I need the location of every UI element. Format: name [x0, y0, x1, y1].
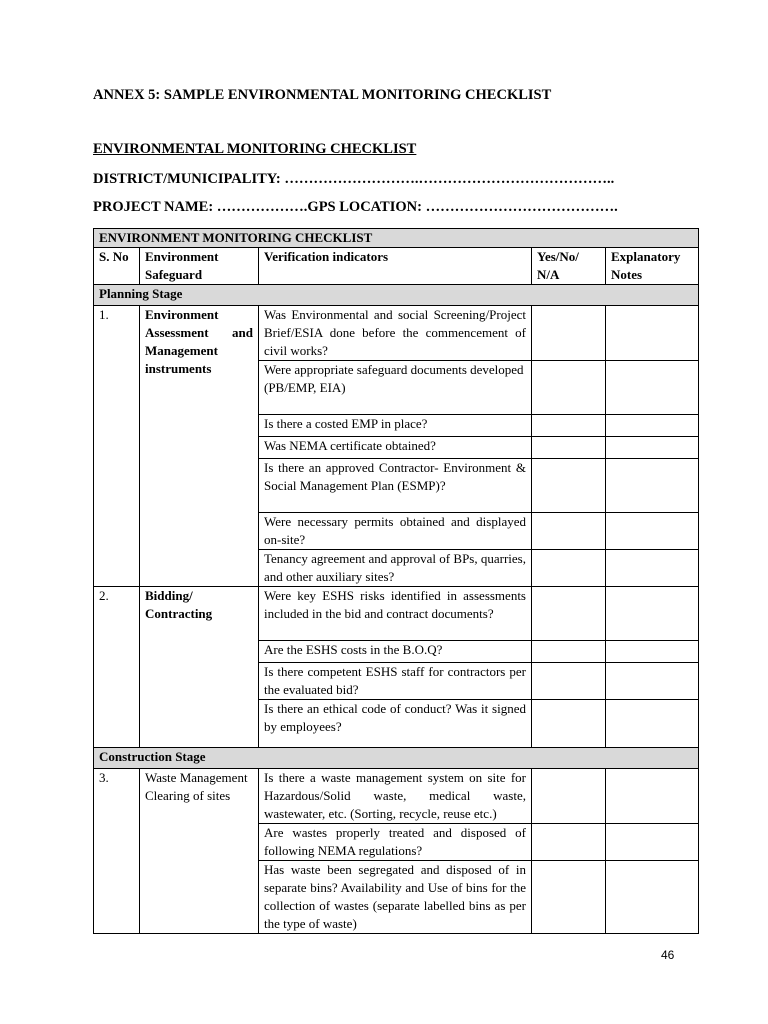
notes-cell[interactable] [606, 306, 699, 361]
district-line: DISTRICT/MUNICIPALITY: ……………………….………………………………….. [93, 171, 615, 187]
row-1-indicator: Is there a costed EMP in place? [259, 415, 532, 437]
notes-cell[interactable] [606, 459, 699, 513]
header-indicators: Verification indicators [259, 248, 532, 285]
notes-cell[interactable] [606, 361, 699, 415]
table-row [94, 587, 699, 641]
notes-cell[interactable] [606, 700, 699, 748]
table-title: ENVIRONMENT MONITORING CHECKLIST [94, 229, 699, 248]
indicator-line: (PB/EMP, EIA) [264, 380, 346, 395]
construction-stage-band: Construction Stage [94, 748, 699, 769]
header-sno: S. No [94, 248, 140, 285]
notes-cell[interactable] [606, 415, 699, 437]
row-1-safeguard: Environment Assessment and Management instruments [140, 306, 259, 587]
notes-cell[interactable] [606, 587, 699, 641]
row-3-indicator: Has waste been segregated and disposed of in separate bins? Availability and Use of bins for the collection of wastes (separate labelled bins as per the type of waste) [259, 861, 532, 934]
page-number: 46 [661, 948, 675, 962]
row-1-sno: 1. [94, 306, 140, 587]
header-yesno: Yes/No/ N/A [532, 248, 606, 285]
table-row [94, 769, 699, 824]
row-3-indicator: Is there a waste management system on site for Hazardous/Solid waste, medical waste, wastewater, etc. (Sorting, recycle, reuse etc.) [259, 769, 532, 824]
notes-cell[interactable] [606, 513, 699, 550]
row-1-indicator [259, 361, 532, 415]
notes-cell[interactable] [606, 641, 699, 663]
row-1-indicator: Tenancy agreement and approval of BPs, quarries, and other auxiliary sites? [259, 550, 532, 587]
yesno-cell[interactable] [532, 663, 606, 700]
checklist-title: ENVIRONMENTAL MONITORING CHECKLIST [93, 141, 417, 157]
row-2-indicator: Is there competent ESHS staff for contractors per the evaluated bid? [259, 663, 532, 700]
yesno-cell[interactable] [532, 824, 606, 861]
row-3-sno: 3. [94, 769, 140, 934]
header-notes: Explanatory Notes [606, 248, 699, 285]
row-2-indicator: Were key ESHS risks identified in assessments included in the bid and contract documents? [259, 587, 532, 641]
yesno-cell[interactable] [532, 550, 606, 587]
row-2-indicator: Is there an ethical code of conduct? Was it signed by employees? [259, 700, 532, 748]
header-safeguard: Environment Safeguard [140, 248, 259, 285]
annex-title: ANNEX 5: SAMPLE ENVIRONMENTAL MONITORING CHECKLIST [93, 87, 552, 103]
notes-cell[interactable] [606, 437, 699, 459]
notes-cell[interactable] [606, 663, 699, 700]
yesno-cell[interactable] [532, 459, 606, 513]
monitoring-checklist-table [93, 228, 699, 934]
yesno-cell[interactable] [532, 306, 606, 361]
yesno-cell[interactable] [532, 361, 606, 415]
row-1-indicator: Were necessary permits obtained and displayed on-site? [259, 513, 532, 550]
yesno-cell[interactable] [532, 513, 606, 550]
row-2-safeguard: Bidding/ Contracting [140, 587, 259, 748]
notes-cell[interactable] [606, 824, 699, 861]
yesno-cell[interactable] [532, 700, 606, 748]
yesno-cell[interactable] [532, 641, 606, 663]
row-3-safeguard: Waste Management Clearing of sites [140, 769, 259, 934]
row-3-indicator: Are wastes properly treated and disposed of following NEMA regulations? [259, 824, 532, 861]
project-line: PROJECT NAME: ……………….GPS LOCATION: …………………………………. [93, 199, 618, 215]
planning-stage-band: Planning Stage [94, 285, 699, 306]
row-2-sno: 2. [94, 587, 140, 748]
yesno-cell[interactable] [532, 415, 606, 437]
notes-cell[interactable] [606, 769, 699, 824]
row-1-indicator: Was NEMA certificate obtained? [259, 437, 532, 459]
row-1-indicator: Is there an approved Contractor- Environment & Social Management Plan (ESMP)? [259, 459, 532, 513]
yesno-cell[interactable] [532, 769, 606, 824]
row-1-indicator: Was Environmental and social Screening/Project Brief/ESIA done before the commencement of civil works? [259, 306, 532, 361]
yesno-cell[interactable] [532, 437, 606, 459]
yesno-cell[interactable] [532, 861, 606, 934]
notes-cell[interactable] [606, 861, 699, 934]
table-row [94, 306, 699, 361]
notes-cell[interactable] [606, 550, 699, 587]
indicator-line: Were appropriate safeguard documents developed [264, 362, 524, 377]
yesno-cell[interactable] [532, 587, 606, 641]
row-2-indicator: Are the ESHS costs in the B.O.Q? [259, 641, 532, 663]
